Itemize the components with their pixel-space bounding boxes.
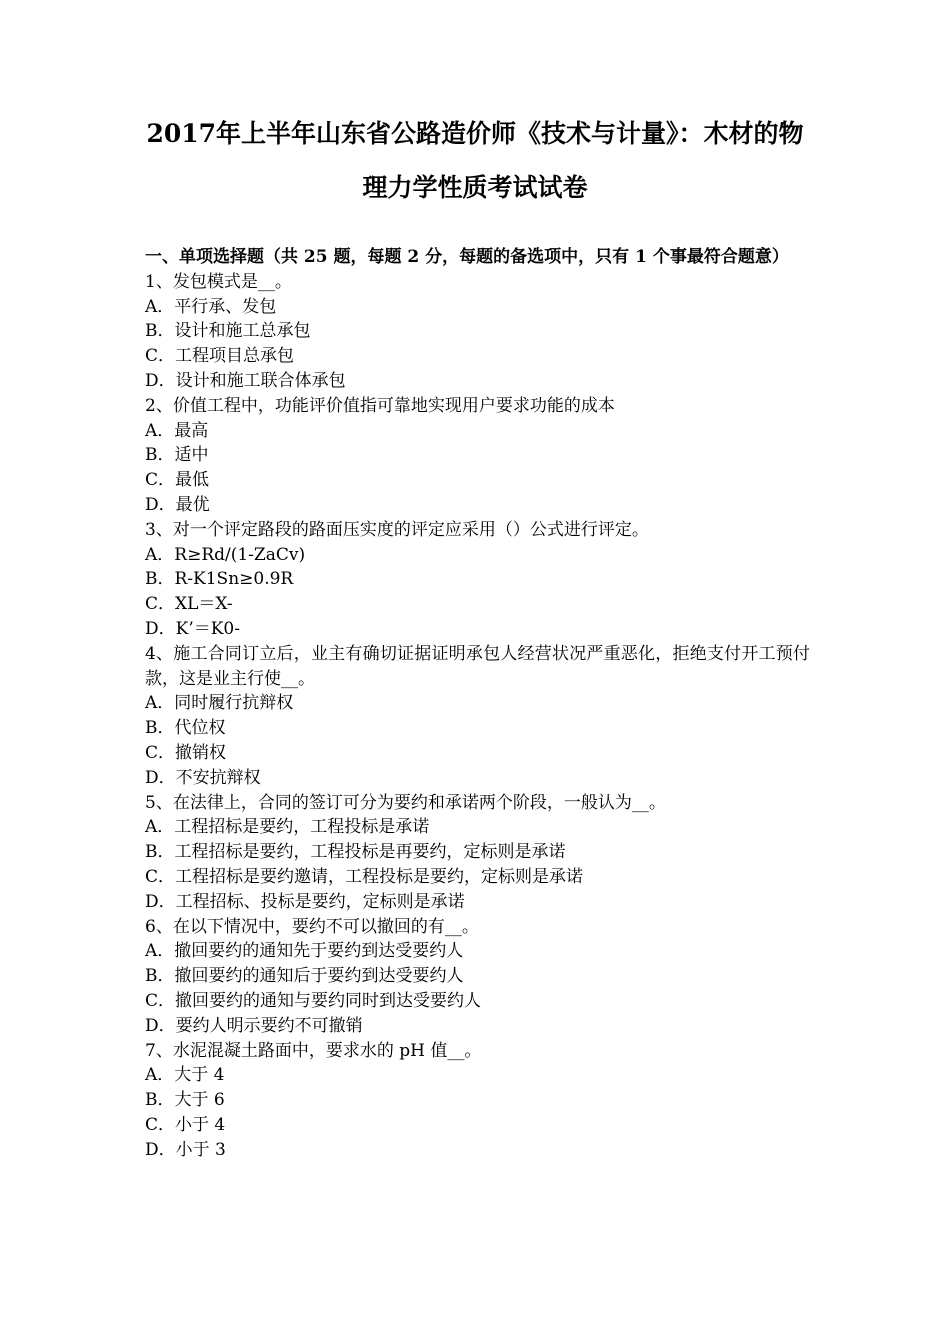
question-stem: 2、价值工程中，功能评价值指可靠地实现用户要求功能的成本 <box>145 395 615 416</box>
question-stem: 1、发包模式是__。 <box>145 271 292 292</box>
option-c: C．工程项目总承包 <box>145 346 295 367</box>
option-c: C．撤销权 <box>145 742 227 763</box>
option-d: D．工程招标、投标是要约，定标则是承诺 <box>145 891 465 912</box>
option-c: C．工程招标是要约邀请，工程投标是要约，定标则是承诺 <box>145 866 584 887</box>
option-a: A．最高 <box>145 420 209 441</box>
question-stem: 6、在以下情况中，要约不可以撤回的有__。 <box>145 916 479 937</box>
question-4 <box>145 642 810 791</box>
question-7 <box>145 1039 810 1163</box>
option-b: B．撤回要约的通知后于要约到达受要约人 <box>145 966 464 987</box>
option-d: D．不安抗辩权 <box>145 767 261 788</box>
option-a: A．大于 4 <box>145 1065 225 1086</box>
exam-content <box>145 245 810 1162</box>
option-c: C．小于 4 <box>145 1114 226 1135</box>
option-a: A．平行承、发包 <box>145 296 277 317</box>
option-c: C．XL＝X- <box>145 594 233 615</box>
option-b: B．设计和施工总承包 <box>145 321 311 342</box>
option-a: A．工程招标是要约，工程投标是承诺 <box>145 817 430 838</box>
question-2 <box>145 394 810 518</box>
option-b: B．R-K1Sn≥0.9R <box>145 569 294 590</box>
section-heading: 一、单项选择题（共 25 题，每题 2 分，每题的备选项中，只有 1 个事最符合题意） <box>145 247 789 267</box>
document-title-line-1: 2017年上半年山东省公路造价师《技术与计量》：木材的物 <box>146 119 804 148</box>
question-stem: 7、水泥混凝土路面中，要求水的 pH 值__。 <box>145 1040 482 1061</box>
option-a: A．撤回要约的通知先于要约到达受要约人 <box>145 941 464 962</box>
option-d: D．要约人明示要约不可撤销 <box>145 1015 363 1036</box>
question-stem: 4、施工合同订立后，业主有确切证据证明承包人经营状况严重恶化，拒绝支付开工预付款，这是业主行使__。 <box>145 643 810 689</box>
question-stem: 3、对一个评定路段的路面压实度的评定应采用（）公式进行评定。 <box>145 519 649 540</box>
option-b: B．工程招标是要约，工程投标是再要约，定标则是承诺 <box>145 842 566 863</box>
option-d: D．K’＝K0- <box>145 618 240 639</box>
document-title-line-2: 理力学性质考试试卷 <box>362 173 588 202</box>
question-1 <box>145 270 810 394</box>
question-stem: 5、在法律上，合同的签订可分为要约和承诺两个阶段，一般认为__。 <box>145 792 666 813</box>
question-6 <box>145 915 810 1039</box>
option-d: D．最优 <box>145 494 210 515</box>
option-c: C．最低 <box>145 470 210 491</box>
option-b: B．代位权 <box>145 718 226 739</box>
option-b: B．适中 <box>145 445 209 466</box>
option-c: C．撤回要约的通知与要约同时到达受要约人 <box>145 990 482 1011</box>
option-b: B．大于 6 <box>145 1090 225 1111</box>
question-5 <box>145 791 810 915</box>
option-d: D．小于 3 <box>145 1139 226 1160</box>
option-a: A．同时履行抗辩权 <box>145 693 294 714</box>
question-3 <box>145 518 810 642</box>
option-d: D．设计和施工联合体承包 <box>145 370 346 391</box>
option-a: A．R≥Rd/(1-ZaCv) <box>145 544 306 565</box>
